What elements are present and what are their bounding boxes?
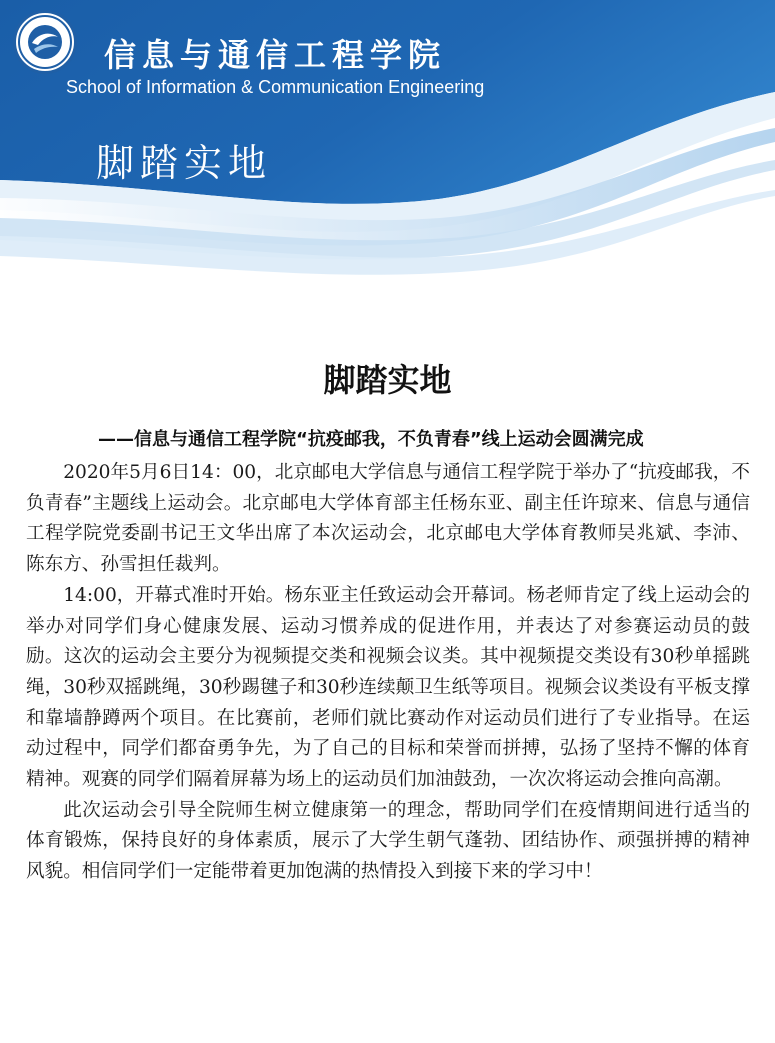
- school-logo-icon: [13, 10, 77, 74]
- article-body: [26, 458, 750, 888]
- article-paragraph: 2020年5月6日14：00，北京邮电大学信息与通信工程学院于举办了“抗疫邮我，不负青春”主题线上运动会。北京邮电大学体育部主任杨东亚、副主任许琼来、信息与通信工程学院党委副书记王文华出席了本次运动会，北京邮电大学体育教师吴兆斌、李沛、陈东方、孙雪担任裁判。: [26, 462, 750, 576]
- header-banner: [0, 0, 775, 300]
- section-title: 脚踏实地: [96, 141, 273, 185]
- article-title: 脚踏实地: [323, 361, 452, 399]
- school-name-cn: 信息与通信工程学院: [104, 36, 447, 74]
- article-paragraph: 此次运动会引导全院师生树立健康第一的理念，帮助同学们在疫情期间进行适当的体育锻炼，保持良好的身体素质，展示了大学生朝气蓬勃、团结协作、顽强拼搏的精神风貌。相信同学们一定能带着更加饱满的热情投入到接下来的学习中！: [26, 799, 750, 883]
- school-name-en: School of Information & Communication Engineering: [66, 77, 485, 97]
- article-subtitle: ——信息与通信工程学院“抗疫邮我，不负青春”线上运动会圆满完成: [98, 429, 644, 450]
- article-paragraph: 14:00，开幕式准时开始。杨东亚主任致运动会开幕词。杨老师肯定了线上运动会的举办对同学们身心健康发展、运动习惯养成的促进作用，并表达了对参赛运动员的鼓励。这次的运动会主要分为视频提交类和视频会议类。其中视频提交类设有30秒单摇跳绳，30秒双摇跳绳，30秒踢毽子和30秒连续颠卫生纸等项目。视频会议类设有平板支撑和靠墙静蹲两个项目。在比赛前，老师们就比赛动作对运动员们进行了专业指导。在运动过程中，同学们都奋勇争先，为了自己的目标和荣誉而拼搏，弘扬了坚持不懈的体育精神。观赛的同学们隔着屏幕为场上的运动员们加油鼓劲，一次次将运动会推向高潮。: [26, 584, 750, 791]
